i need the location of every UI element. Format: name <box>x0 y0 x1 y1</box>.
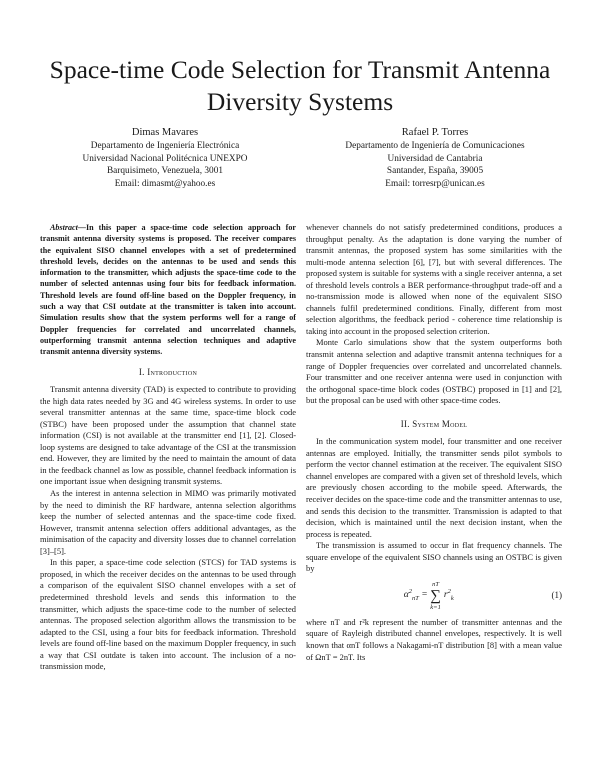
paragraph: In the communication system model, four transmitter and one receiver antennas are employed. Initially, the transmitter sends pilot symbols to perform the vector channel estimation at the receiver. The equivalent SISO channel envelopes are compared with a given set of threshold levels, which are previously chosen according to the mobile speed. Afterwards, the receiver decides on the space-time code and the transmitter antennas to use, and sends this decision to the transmitter. Transmission is adapted to that decision, which is maintained until the next decision instant, when the process is repeated. <box>306 436 562 539</box>
equation-formula <box>306 580 552 612</box>
author-city: Santander, España, 39005 <box>386 166 484 177</box>
author-university: Universidad Nacional Politécnica UNEXPO <box>82 153 248 164</box>
equation-equals: = <box>421 590 428 601</box>
author-name: Rafael P. Torres <box>401 127 469 138</box>
author-city: Barquisimeto, Venezuela, 3001 <box>106 166 223 177</box>
right-column <box>306 222 562 663</box>
equation-lhs: $\alpha^2_{nT}$ <box>403 587 419 602</box>
paragraph: Monte Carlo simulations show that the system outperforms both transmit antenna selection and adaptive transmit antenna techniques for a range of Doppler frequencies over correlated and uncorrelated channels. Four transmitter and one receiver antenna were used in conjunction with the orthogonal space-time block codes (OSTBC) proposed in [1] and [2], but the proposal can be used with other space-time codes. <box>306 337 562 406</box>
author-university: Universidad de Cantabria <box>387 153 483 164</box>
author-block-2 <box>320 125 550 190</box>
left-column <box>40 222 296 673</box>
abstract-text: In this paper a space-time code selection approach for transmit antenna diversity systems is proposed. The receiver compares the equivalent SISO channel envelopes with a set of predetermined threshold levels, decides on the antennas to be used and sends this information to the transmitter, which adjusts the space-time code to the number of selected antennas using four bits for feedback information. Threshold levels are found off-line based on the Doppler frequency, in such a way that CSI outdate at the transmitter is taken into account. Simulation results show that the system performs well for a range of Doppler frequencies for correlated and uncorrelated channels, outperforming transmit antenna selection techniques and adaptive transmit antenna diversity systems. <box>40 223 296 357</box>
abstract-lead: Abstract— <box>50 223 86 232</box>
paragraph: whenever channels do not satisfy predetermined conditions, produces a throughput penalty. As the adaptation is done varying the number of transmit antennas, the proposed system has some similarities with the multi-mode antenna selection [6], [7], but with several differences. The proposed system is suitable for systems with a single receiver antenna, a set of threshold levels controls a BER performance-throughput trade-off and a no-transmission mode is allowed when none of the equivalent SISO channels fulfil predetermined conditions. Finally, different from most selection algorithms, the feedback period - coherence time relationship is taking into account in the proposed selection criterion. <box>306 222 562 336</box>
paragraph: where nT and r²k represent the number of transmitter antennas and the square of Rayleigh distributed channel envelopes, respectively. It is well known that αnT follows a Nakagami-nT distribution [8] with a mean value of ΩnT = 2nT. Its <box>306 616 562 662</box>
author-block-1 <box>50 125 280 190</box>
paragraph: Transmit antenna diversity (TAD) is expected to contribute to providing the high data rates needed by 3G and 4G wireless systems. In order to use several transmitter antennas at the same time, space-time block code (STBC) have been proposed under the assumption that channel state information (CSI) is not available at the transmitter end [1], [2]. Closed-loop systems are designed to take advantage of the CSI at the transmission end. However, they are limited by the need to maintain the amount of data in the feedback channel as low as possible, channel feedback information is one important issue when designing transmit systems. <box>40 384 296 487</box>
equation-number: (1) <box>551 590 562 601</box>
paragraph: The transmission is assumed to occur in flat frequency channels. The square envelope of the equivalent SISO channels using an OSTBC is given by <box>306 540 562 574</box>
paper-title: Space-time Code Selection for Transmit Antenna Diversity Systems <box>49 55 551 116</box>
author-email: Email: dimasmt@yahoo.es <box>114 178 216 189</box>
section-heading-system-model: II. System Model <box>400 418 468 429</box>
author-department: Departamento de Ingeniería Electrónica <box>90 141 240 151</box>
author-email: Email: torresrp@unican.es <box>385 178 485 189</box>
author-department: Departamento de Ingeniería de Comunicaciones <box>345 141 525 151</box>
equation-1 <box>306 580 562 612</box>
paragraph: In this paper, a space-time code selection (STCS) for TAD systems is proposed, in which the receiver decides on the antennas to be used through a comparison of the equivalent SISO channel envelopes with a set of predetermined threshold levels and sends this information to the transmitter, which adjusts the space-time code to the number of selected antennas. The proposed selection algorithm allows the transmission to be adapted to the CSI, using a four bits for feedback information. Threshold levels are found off-line based on the maximum Doppler frequency, in such a way that CSI outdate is taken into account. The inclusion of a no-transmission mode, <box>40 557 296 672</box>
author-name: Dimas Mavares <box>131 127 199 138</box>
equation-term: $r^2_k$ <box>443 587 454 602</box>
summation-symbol: nT ∑ k=1 <box>430 580 441 611</box>
paragraph: As the interest in antenna selection in MIMO was primarily motivated by the need to diminish the RF hardware, antenna selection algorithms keep the number of selected antennas and the space-time code fixed. However, transmit antenna selection offers additional advantages, as the minimisation of the capacity and diversity losses due to channel correlation [3]–[5]. <box>40 488 296 556</box>
abstract <box>40 222 296 358</box>
section-heading-introduction: I. Introduction <box>138 366 198 377</box>
